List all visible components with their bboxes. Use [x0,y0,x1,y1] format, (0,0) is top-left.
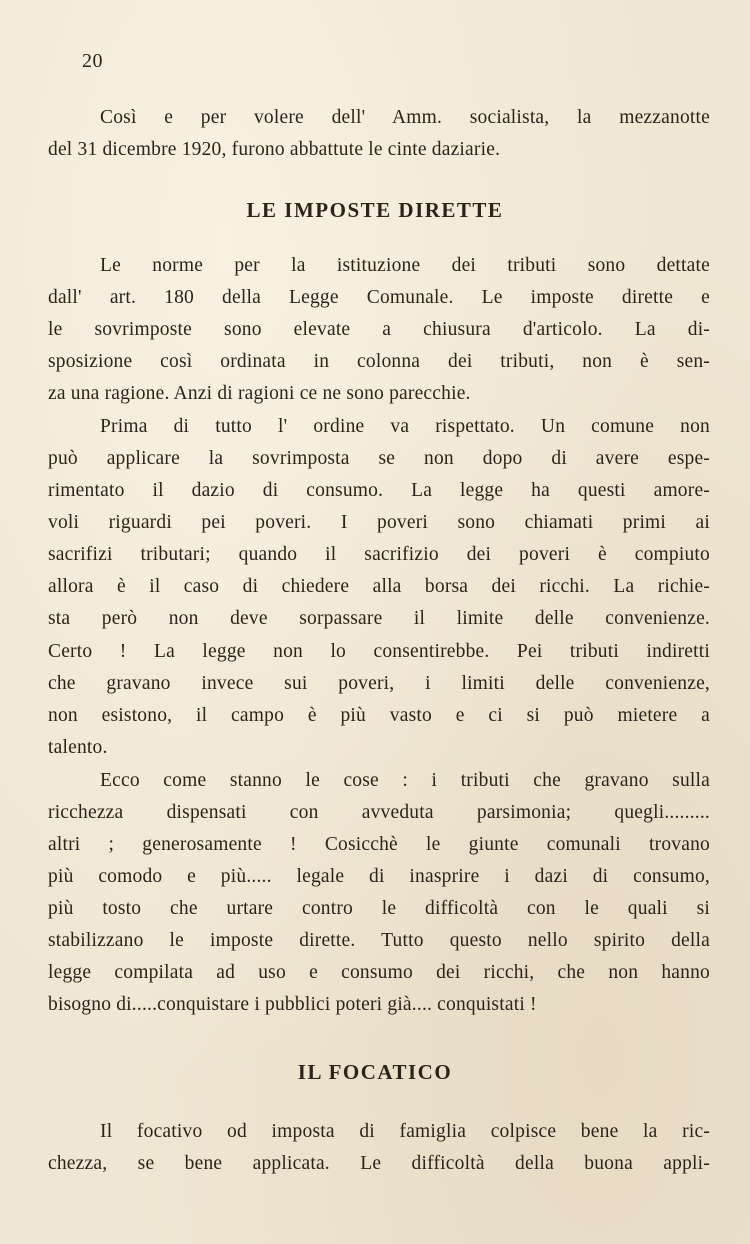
body-line: stabilizzano le imposte dirette. Tutto questo nello spirito della [48,930,710,951]
body-line: sta però non deve sorpassare il limite delle convenienze. [48,608,710,629]
body-line: Prima di tutto l' ordine va rispettato. Un comune non [100,416,710,437]
section-heading-focatico: IL FOCATICO [297,1060,453,1084]
body-line: dall' art. 180 della Legge Comunale. Le imposte dirette e [48,287,710,308]
body-line: Ecco come stanno le cose : i tributi che gravano sulla [100,770,710,791]
body-line: za una ragione. Anzi di ragioni ce ne sono parecchie. [48,383,471,404]
section-heading-imposte-dirette: LE IMPOSTE DIRETTE [246,198,504,222]
body-line: che gravano invece sui poveri, i limiti delle convenienze, [48,673,710,694]
body-line: sacrifizi tributari; quando il sacrifizio dei poveri è compiuto [48,544,710,565]
intro-line: Così e per volere dell' Amm. socialista, la mezzanotte [100,107,710,128]
body-line: Certo ! La legge non lo consentirebbe. Pei tributi indiretti [48,641,710,662]
body-line: legge compilata ad uso e consumo dei ricchi, che non hanno [48,962,710,983]
body-line: rimentato il dazio di consumo. La legge ha questi amore- [48,480,710,501]
body-line: più comodo e più..... legale di inasprire i dazi di consumo, [48,866,710,887]
body-line: talento. [48,737,108,758]
body-line: allora è il caso di chiedere alla borsa dei ricchi. La richie- [48,576,710,597]
page-number: 20 [82,50,103,72]
body-line: le sovrimposte sono elevate a chiusura d'articolo. La di- [48,319,710,340]
body-line: chezza, se bene applicata. Le difficoltà della buona appli- [48,1153,710,1174]
body-line: bisogno di.....conquistare i pubblici poteri già.... conquistati ! [48,994,537,1015]
intro-line: del 31 dicembre 1920, furono abbattute le cinte daziarie. [48,139,501,160]
body-line: sposizione così ordinata in colonna dei tributi, non è sen- [48,351,710,372]
body-line: altri ; generosamente ! Cosicchè le giunte comunali trovano [48,834,710,855]
body-line: Il focativo od imposta di famiglia colpisce bene la ric- [100,1121,710,1142]
body-line: Le norme per la istituzione dei tributi sono dettate [100,255,710,276]
body-line: ricchezza dispensati con avveduta parsimonia; quegli......... [48,802,710,823]
body-line: può applicare la sovrimposta se non dopo di avere espe- [48,448,710,469]
body-line: più tosto che urtare contro le difficoltà con le quali si [48,898,710,919]
body-line: non esistono, il campo è più vasto e ci si può mietere a [48,705,710,726]
body-line: voli riguardi pei poveri. I poveri sono chiamati primi ai [48,512,710,533]
